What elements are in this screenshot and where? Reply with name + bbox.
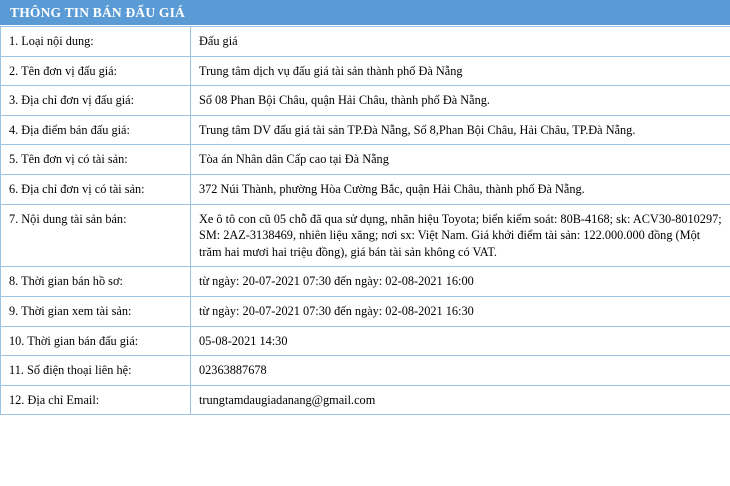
row-value: Trung tâm DV đấu giá tài sản TP.Đà Nẵng, Số 8,Phan Bội Châu, Hải Châu, TP.Đà Nẵng. bbox=[191, 115, 730, 145]
table-row bbox=[1, 204, 730, 267]
row-label: 10. Thời gian bán đấu giá: bbox=[1, 326, 191, 356]
row-value: từ ngày: 20-07-2021 07:30 đến ngày: 02-08-2021 16:30 bbox=[191, 296, 730, 326]
row-value: Số 08 Phan Bội Châu, quận Hải Châu, thành phố Đà Nẵng. bbox=[191, 86, 730, 116]
row-label: 7. Nội dung tài sản bán: bbox=[1, 204, 191, 267]
row-value: trungtamdaugiadanang@gmail.com bbox=[191, 385, 730, 415]
row-label: 9. Thời gian xem tài sản: bbox=[1, 296, 191, 326]
table-row bbox=[1, 27, 730, 57]
row-label: 4. Địa điểm bán đấu giá: bbox=[1, 115, 191, 145]
table-row bbox=[1, 326, 730, 356]
row-label: 11. Số điện thoại liên hệ: bbox=[1, 356, 191, 386]
row-value: 372 Núi Thành, phường Hòa Cường Bắc, quận Hải Châu, thành phố Đà Nẵng. bbox=[191, 174, 730, 204]
row-label: 12. Địa chỉ Email: bbox=[1, 385, 191, 415]
page-title: THÔNG TIN BÁN ĐẤU GIÁ bbox=[10, 4, 185, 20]
table-row bbox=[1, 86, 730, 116]
table-row bbox=[1, 385, 730, 415]
row-value: Trung tâm dịch vụ đấu giá tài sản thành phố Đà Nẵng bbox=[191, 56, 730, 86]
table-row bbox=[1, 296, 730, 326]
row-value: từ ngày: 20-07-2021 07:30 đến ngày: 02-08-2021 16:00 bbox=[191, 267, 730, 297]
row-value: 02363887678 bbox=[191, 356, 730, 386]
row-label: 5. Tên đơn vị có tài sản: bbox=[1, 145, 191, 175]
auction-info-table bbox=[0, 26, 730, 415]
row-label: 6. Địa chỉ đơn vị có tài sản: bbox=[1, 174, 191, 204]
row-value: Tòa án Nhân dân Cấp cao tại Đà Nẵng bbox=[191, 145, 730, 175]
table-row bbox=[1, 115, 730, 145]
auction-info-table-body bbox=[1, 27, 730, 415]
table-row bbox=[1, 356, 730, 386]
table-row bbox=[1, 145, 730, 175]
row-label: 2. Tên đơn vị đấu giá: bbox=[1, 56, 191, 86]
table-row bbox=[1, 267, 730, 297]
row-label: 8. Thời gian bán hồ sơ: bbox=[1, 267, 191, 297]
row-value: 05-08-2021 14:30 bbox=[191, 326, 730, 356]
row-value: Xe ô tô con cũ 05 chỗ đã qua sử dụng, nhãn hiệu Toyota; biển kiểm soát: 80B-4168; sk: ACV30-8010297; SM: 2AZ-3138469, nhiên liệu xăng; nơi sx: Việt Nam. Giá khởi điểm tài sản: 122.000.000 đồng (Một trăm hai mươi hai triệu đồng), giá bán tài sản không có VAT. bbox=[191, 204, 730, 267]
row-label: 3. Địa chỉ đơn vị đấu giá: bbox=[1, 86, 191, 116]
table-row bbox=[1, 56, 730, 86]
table-row bbox=[1, 174, 730, 204]
row-value: Đấu giá bbox=[191, 27, 730, 57]
document-title-bar bbox=[0, 0, 730, 26]
row-label: 1. Loại nội dung: bbox=[1, 27, 191, 57]
